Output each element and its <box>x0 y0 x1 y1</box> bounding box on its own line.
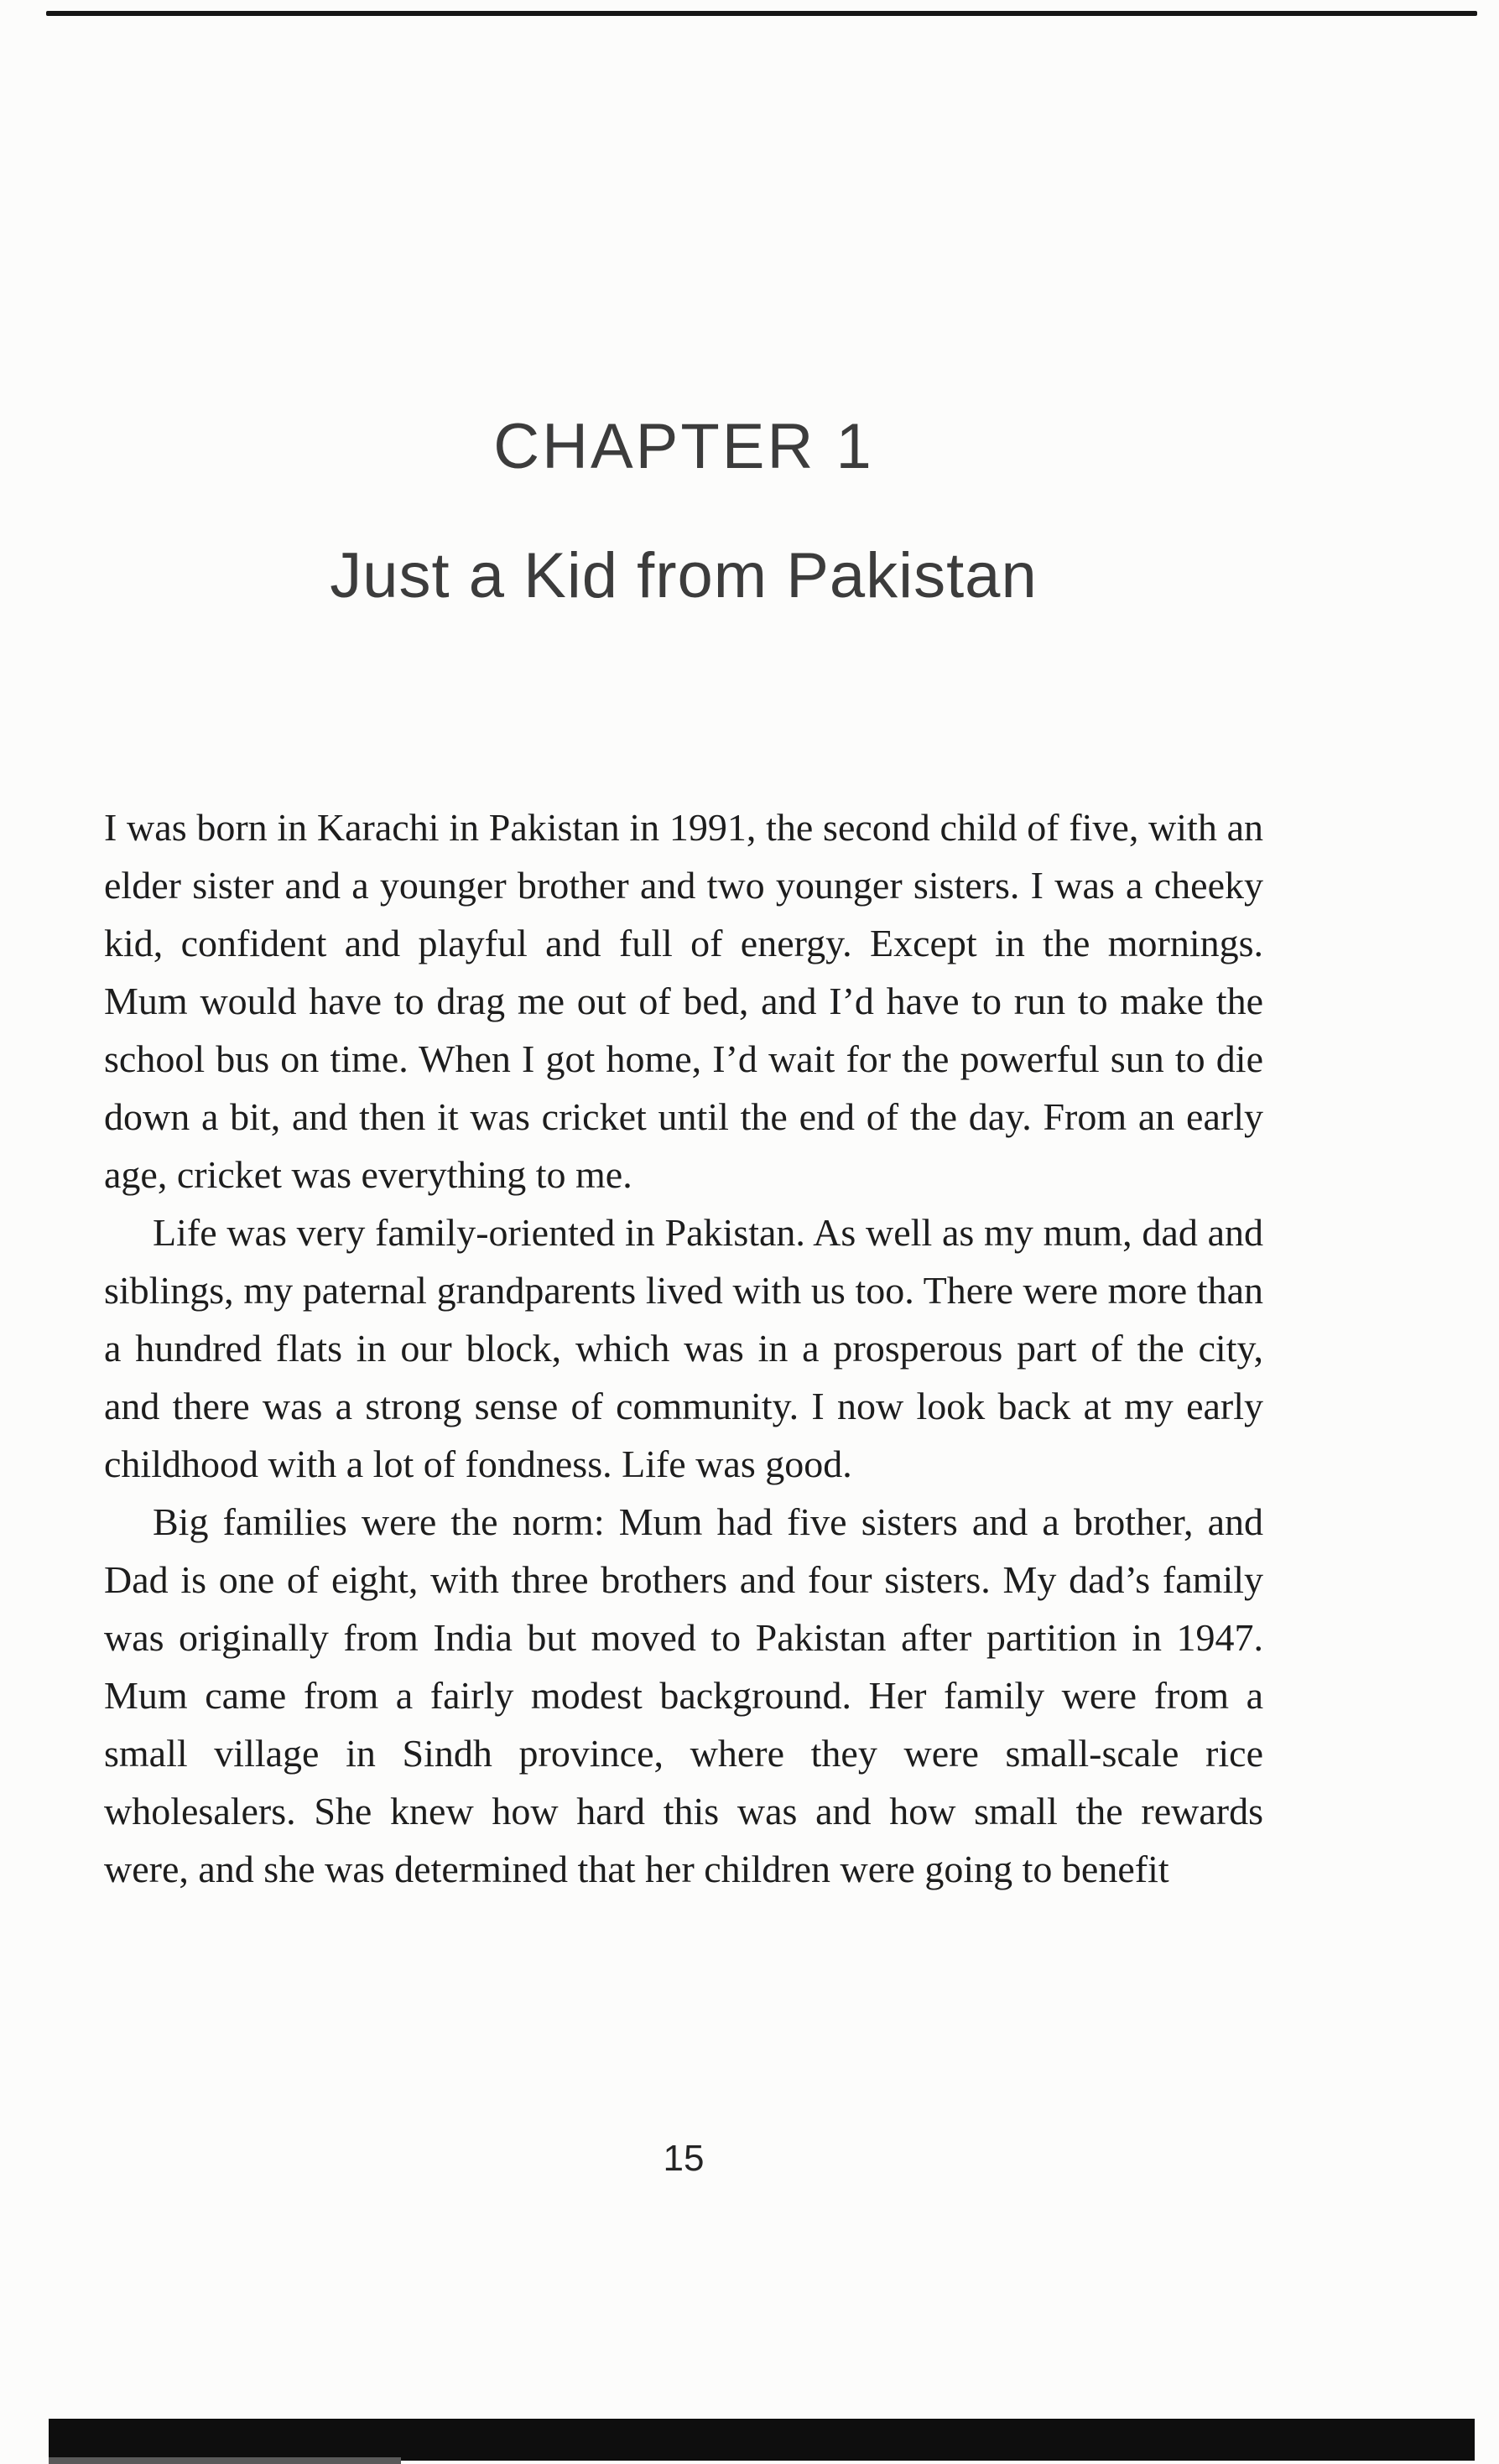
page-number: 15 <box>663 2138 705 2179</box>
bottom-scan-edge <box>49 2419 1475 2461</box>
top-scan-edge-rule <box>46 11 1477 16</box>
bottom-scan-edge-notch <box>49 2457 401 2464</box>
chapter-label: CHAPTER 1 <box>493 410 874 482</box>
paragraph: Life was very family-oriented in Pakistan. As well as my mum, dad and siblings, my paternal grandparents lived with us too. There were more than a hundred flats in our block, which was in a prosperous part of the city, and there was a strong sense of community. I now look back at my early childhood with a lot of fondness. Life was good. <box>104 1211 1263 1485</box>
paragraph: Big families were the norm: Mum had five sisters and a brother, and Dad is one of eight, with three brothers and four sisters. My dad’s family was originally from India but moved to Pakistan after partition in 1947. Mum came from a fairly modest background. Her family were from a small village in Sindh province, where they were small-scale rice wholesalers. She knew how hard this was and how small the rewards were, and she was determined that her children were going to benefit <box>104 1500 1263 1890</box>
body-text-block <box>104 798 1263 1898</box>
chapter-title: Just a Kid from Pakistan <box>330 540 1038 612</box>
paragraph: I was born in Karachi in Pakistan in 1991, the second child of five, with an elder sister and a younger brother and two younger sisters. I was a cheeky kid, confident and playful and full of energy. Except in the mornings. Mum would have to drag me out of bed, and I’d have to run to make the school bus on time. When I got home, I’d wait for the powerful sun to die down a bit, and then it was cricket until the end of the day. From an early age, cricket was everything to me. <box>104 806 1263 1196</box>
